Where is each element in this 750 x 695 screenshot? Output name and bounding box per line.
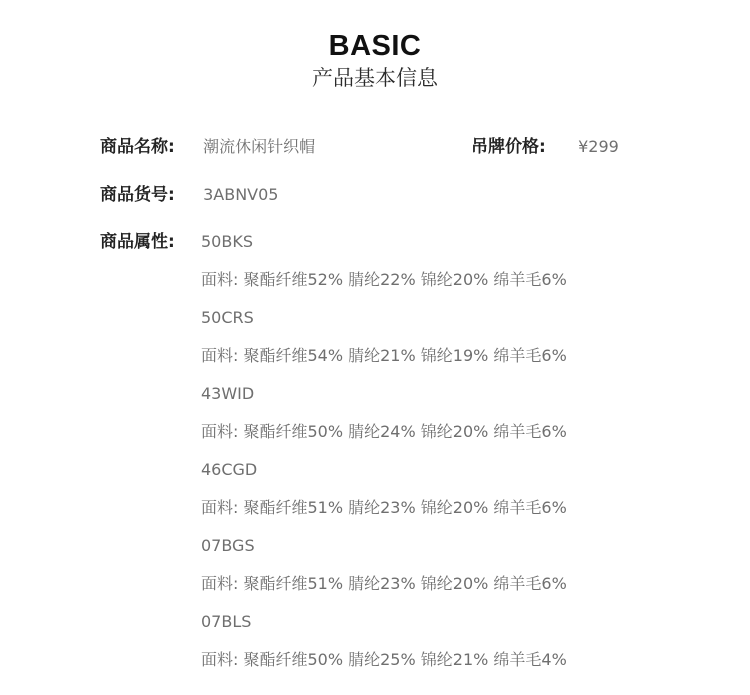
price-value: ¥299 — [578, 137, 619, 156]
variant-material: 面料: 聚酯纤维50% 腈纶25% 锦纶21% 绵羊毛4% — [201, 650, 567, 669]
price-label: 吊牌价格: — [471, 137, 546, 157]
variant-material: 面料: 聚酯纤维54% 腈纶21% 锦纶19% 绵羊毛6% — [201, 346, 567, 365]
product-attr-label: 商品属性: — [100, 232, 175, 252]
variant-material: 面料: 聚酯纤维51% 腈纶23% 锦纶20% 绵羊毛6% — [201, 498, 567, 517]
product-name-value: 潮流休闲针织帽 — [203, 137, 316, 156]
variant-code: 07BLS — [201, 612, 252, 631]
variant-code: 07BGS — [201, 536, 255, 555]
variant-code: 46CGD — [201, 460, 258, 479]
variant-code: 50CRS — [201, 308, 254, 327]
variant-code: 50BKS — [201, 232, 253, 251]
product-code-label: 商品货号: — [100, 185, 175, 205]
product-code-row — [100, 183, 278, 207]
page-subtitle: 产品基本信息 — [312, 66, 438, 90]
product-attr-row — [100, 230, 198, 254]
product-name-row — [100, 135, 315, 159]
brand-title: BASIC — [328, 30, 422, 62]
product-code-value: 3ABNV05 — [203, 185, 279, 204]
product-name-label: 商品名称: — [100, 137, 175, 157]
variant-material: 面料: 聚酯纤维50% 腈纶24% 锦纶20% 绵羊毛6% — [201, 422, 567, 441]
price-row — [471, 135, 619, 159]
header — [0, 28, 750, 92]
variant-material: 面料: 聚酯纤维51% 腈纶23% 锦纶20% 绵羊毛6% — [201, 574, 567, 593]
variant-material: 面料: 聚酯纤维52% 腈纶22% 锦纶20% 绵羊毛6% — [201, 270, 567, 289]
variant-code: 43WID — [201, 384, 255, 403]
